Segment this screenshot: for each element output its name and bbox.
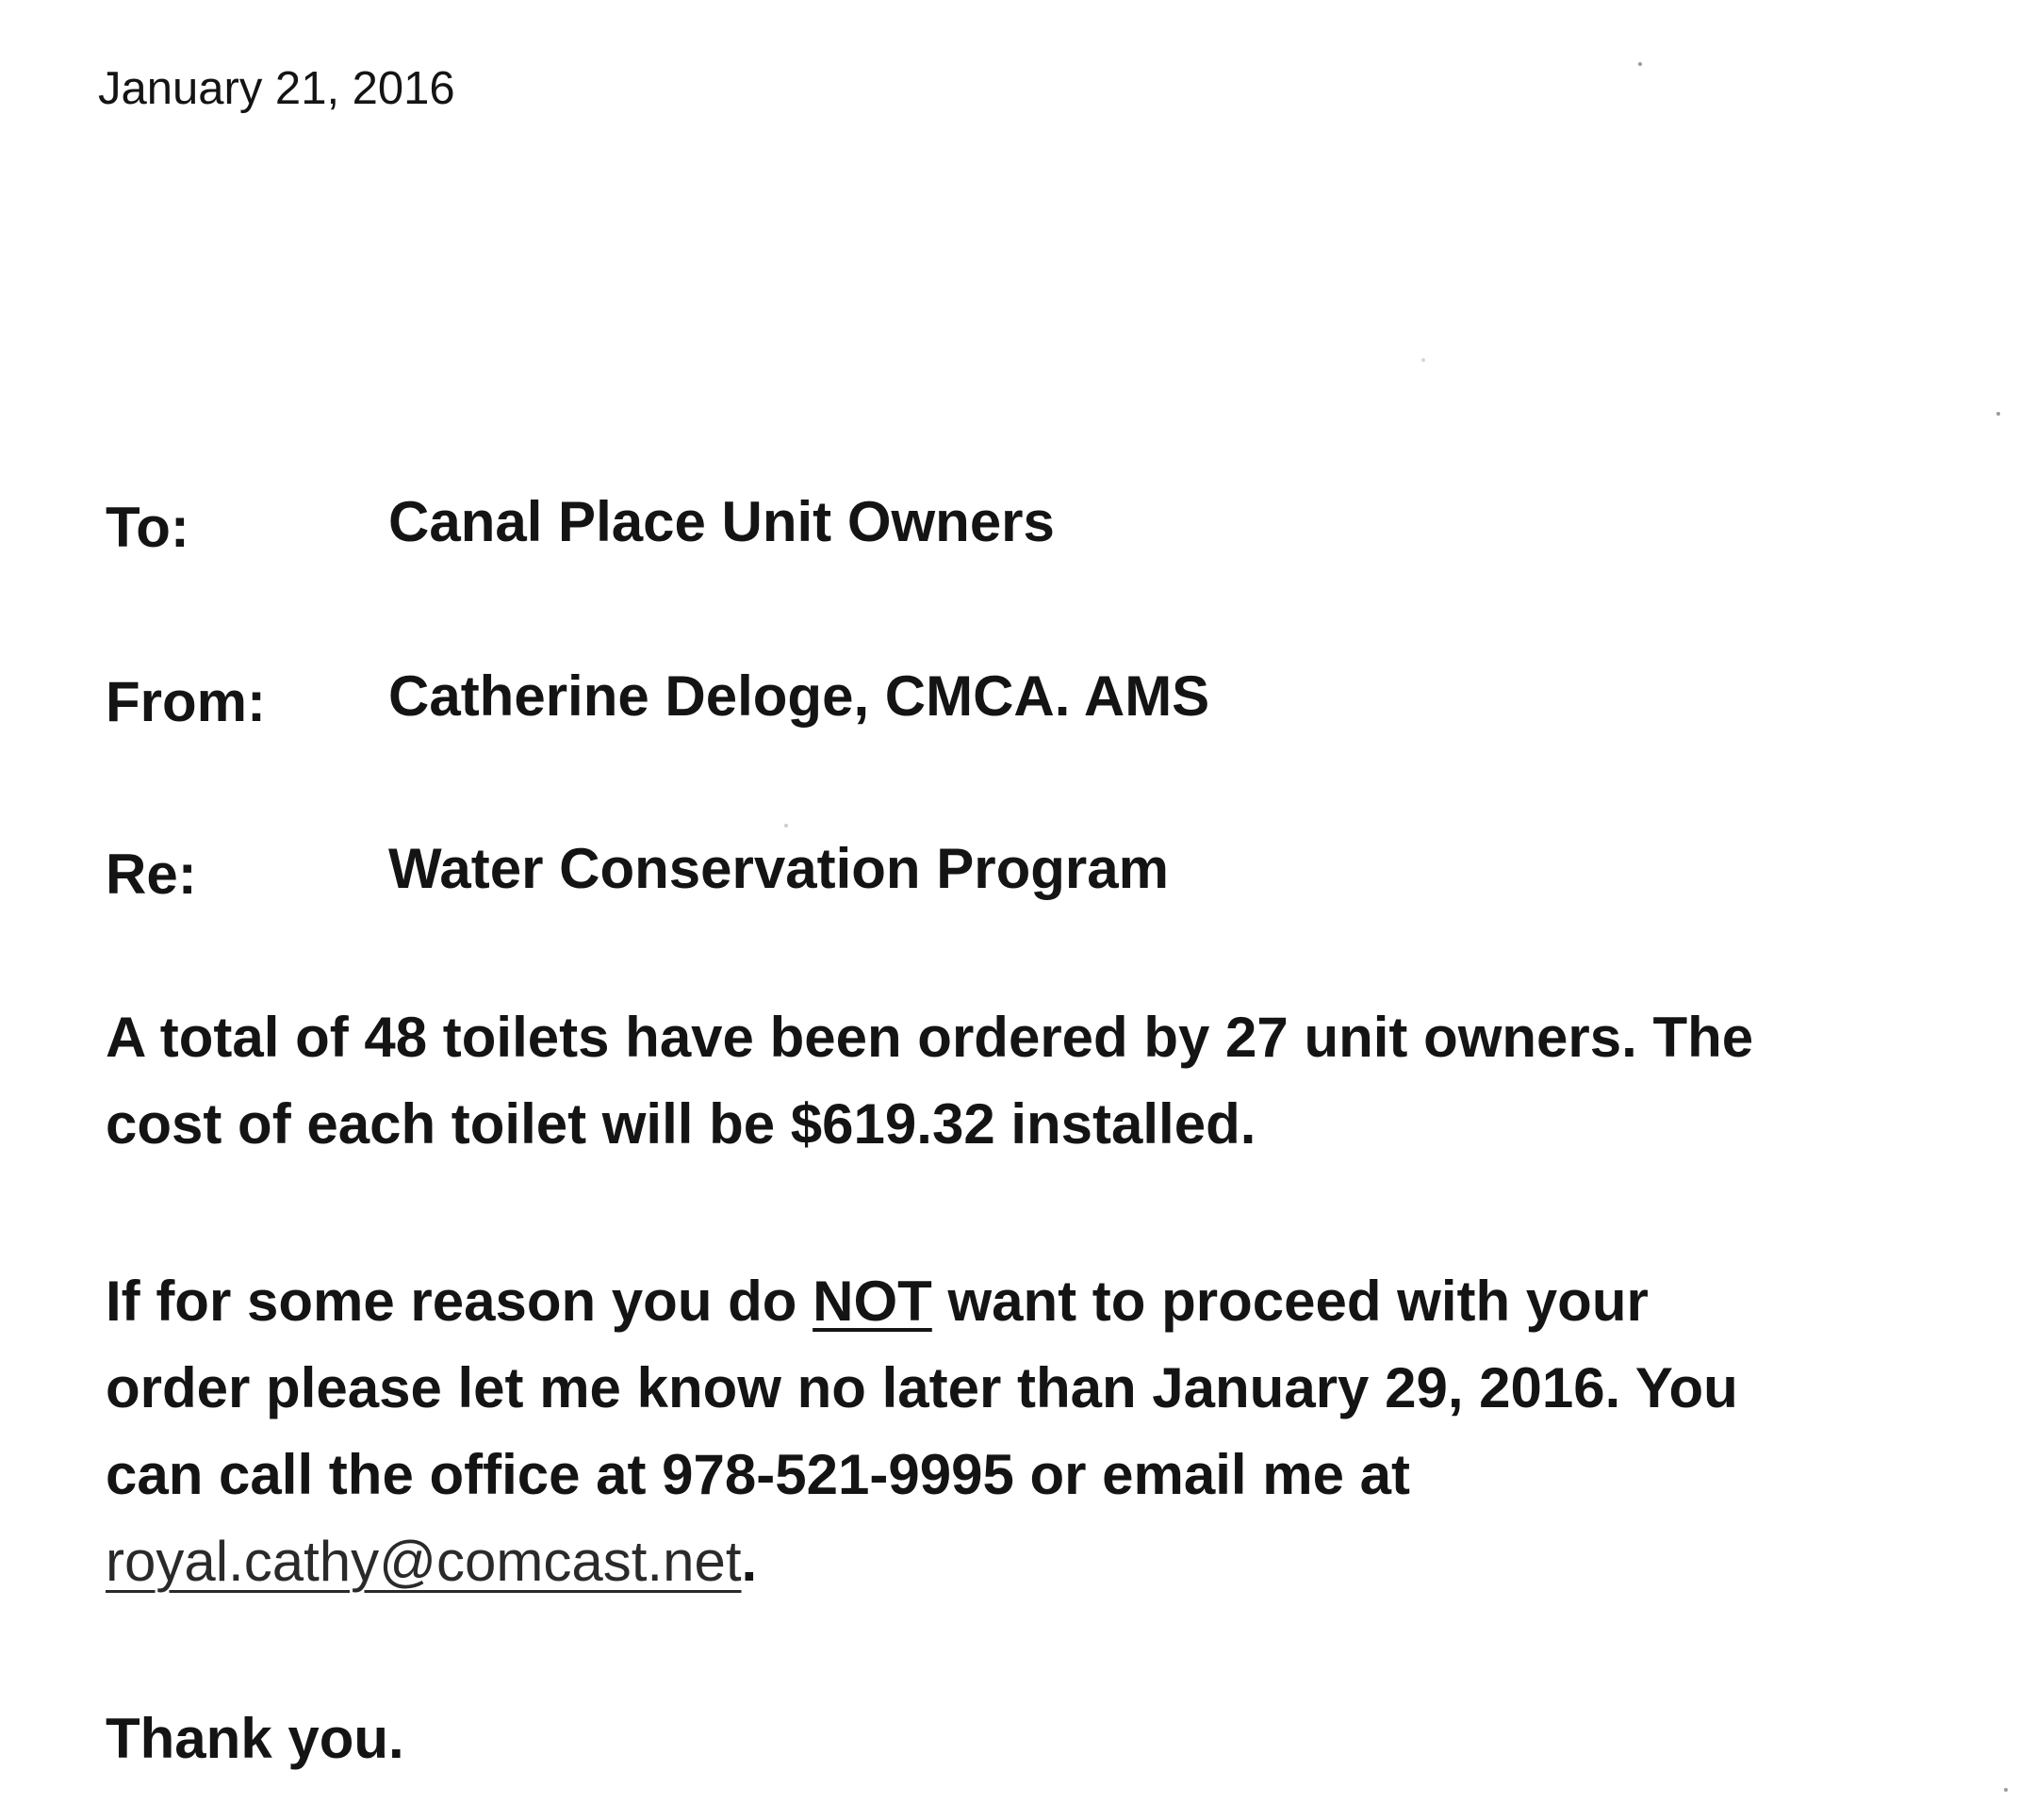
paragraph-line: order please let me know no later than January 29, 2016. You (106, 1356, 1738, 1419)
line-text: . (741, 1530, 758, 1593)
line-text: If for some reason you do (106, 1270, 813, 1333)
scan-speck (1996, 412, 2000, 416)
scan-speck (1638, 62, 1642, 66)
scan-speck (784, 824, 788, 828)
closing-line: Thank you. (106, 1707, 404, 1770)
scan-speck (1421, 358, 1425, 362)
paragraph-cancellation-instructions (106, 1258, 1991, 1605)
paragraph-line: can call the office at 978-521-9995 or email me at (106, 1443, 1411, 1506)
email-link[interactable]: royal.cathy@comcast.net (106, 1530, 742, 1593)
line-text: want to proceed with your (931, 1270, 1649, 1333)
from-value: Catherine Deloge, CMCA. AMS (388, 664, 1210, 728)
to-value: Canal Place Unit Owners (388, 490, 1055, 553)
paragraph-order-summary (106, 994, 1991, 1168)
scan-speck (2004, 1788, 2008, 1792)
re-value: Water Conservation Program (388, 837, 1169, 900)
paragraph-line: A total of 48 toilets have been ordered by 27 unit owners. The (106, 1006, 1754, 1069)
paragraph-line (106, 1518, 1991, 1605)
paragraph-line: cost of each toilet will be $619.32 installed. (106, 1092, 1256, 1156)
emphasis-not: NOT (813, 1270, 932, 1333)
to-label: To: (106, 496, 189, 559)
from-label: From: (106, 670, 266, 733)
re-label: Re: (106, 843, 197, 906)
paragraph-line (106, 1258, 1991, 1345)
memo-date: January 21, 2016 (98, 63, 455, 114)
